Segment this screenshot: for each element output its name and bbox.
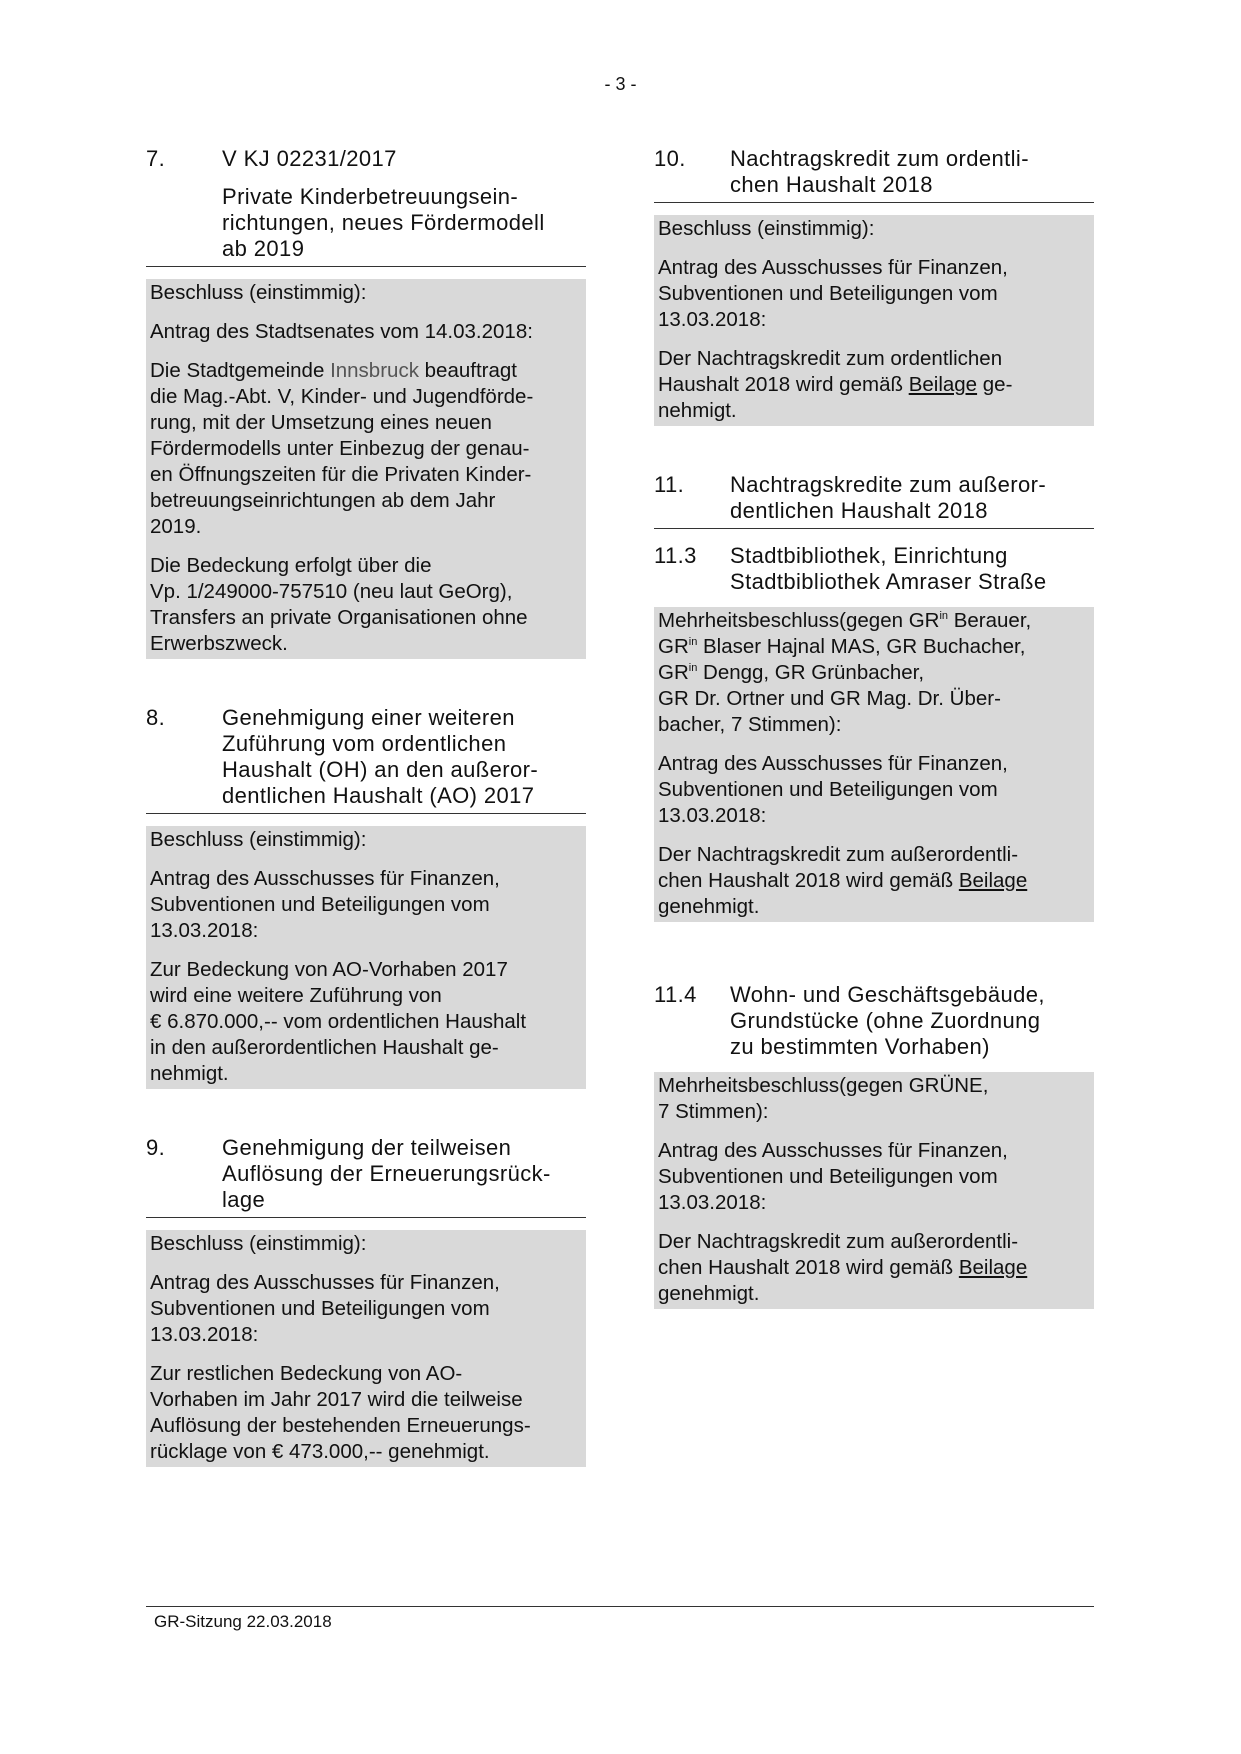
text-line: 7 Stimmen): <box>658 1100 769 1123</box>
subitem-number: 11.3 <box>654 543 697 568</box>
text-span: Mehrheitsbeschluss(gegen GR <box>658 609 940 632</box>
text-line: Die Bedeckung erfolgt über die <box>150 554 432 577</box>
item-heading <box>654 146 1094 198</box>
text-line: genehmigt. <box>658 895 760 918</box>
item-titles <box>730 146 1094 198</box>
text-line: rücklage von € 473.000,-- genehmigt. <box>150 1440 490 1463</box>
text-span: GR <box>658 661 689 684</box>
text-line: Subventionen und Beteiligungen vom <box>150 1297 490 1320</box>
heading-divider <box>654 528 1094 529</box>
text-line: Zur Bedeckung von AO-Vorhaben 2017 <box>150 958 508 981</box>
superscript: in <box>939 610 949 622</box>
right-column <box>654 146 1094 1355</box>
heading-divider <box>146 1217 586 1218</box>
subitem-11-3-heading <box>654 543 1094 595</box>
motion-text: Antrag des Stadtsenates vom 14.03.2018: <box>150 320 533 343</box>
title-line: zu bestimmten Vorhaben) <box>730 1034 990 1059</box>
text-line: Subventionen und Beteiligungen vom <box>150 893 490 916</box>
resolution-label: Beschluss (einstimmig): <box>658 217 875 240</box>
title-line: Grundstücke (ohne Zuordnung <box>730 1008 1041 1033</box>
motion-text <box>658 255 1090 333</box>
text-line: Fördermodells unter Einbezug der genau- <box>150 437 530 460</box>
text-line: € 6.870.000,-- vom ordentlichen Haushalt <box>150 1010 527 1033</box>
item-number: 8. <box>146 705 166 730</box>
text-line: Antrag des Ausschusses für Finanzen, <box>658 256 1008 279</box>
item-heading <box>146 146 586 262</box>
title-line: Nachtragskredite zum außeror- <box>730 472 1047 497</box>
text-span: beauftragt <box>418 359 517 382</box>
text-span: Berauer, <box>948 609 1032 632</box>
text-line: 13.03.2018: <box>658 804 767 827</box>
spacer <box>654 922 1094 968</box>
text-line: 2019. <box>150 515 202 538</box>
text-line: Antrag des Ausschusses für Finanzen, <box>150 1271 500 1294</box>
resolution-label <box>658 1073 1090 1125</box>
title-line: Genehmigung der teilweisen <box>222 1135 512 1160</box>
title-line: Nachtragskredit zum ordentli- <box>730 146 1029 171</box>
text-span: chen Haushalt 2018 wird gemäß <box>658 1256 959 1279</box>
agenda-item-8 <box>146 705 586 1089</box>
text-line: 13.03.2018: <box>658 308 767 331</box>
text-line: betreuungseinrichtungen ab dem Jahr <box>150 489 496 512</box>
text-line: wird eine weitere Zuführung von <box>150 984 442 1007</box>
footer-session-date: GR-Sitzung 22.03.2018 <box>154 1612 332 1631</box>
item-reference: V KJ 02231/2017 <box>222 146 397 171</box>
superscript: in <box>688 636 698 648</box>
resolution-box <box>146 279 586 659</box>
footer-divider <box>146 1606 1094 1607</box>
text-span: ge- <box>977 373 1013 396</box>
text-line: Antrag des Ausschusses für Finanzen, <box>658 752 1008 775</box>
text-line: Subventionen und Beteiligungen vom <box>658 282 998 305</box>
resolution-box <box>146 1230 586 1467</box>
item-heading <box>146 705 586 809</box>
text-line: en Öffnungszeiten für die Privaten Kinder- <box>150 463 532 486</box>
motion-text <box>150 866 582 944</box>
text-line: Transfers an private Organisationen ohne <box>150 606 528 629</box>
text-line: 13.03.2018: <box>658 1191 767 1214</box>
resolution-text <box>150 358 582 540</box>
beilage-link[interactable]: Beilage <box>908 373 978 396</box>
text-span: GR <box>658 635 689 658</box>
item-titles <box>222 1135 586 1213</box>
funding-text <box>150 553 582 657</box>
text-span: Die Stadtgemeinde <box>150 359 331 382</box>
resolution-text <box>658 842 1090 920</box>
page-number: - 3 - <box>604 74 637 94</box>
resolution-text <box>658 346 1090 424</box>
text-line: 13.03.2018: <box>150 919 259 942</box>
resolution-box <box>654 607 1094 922</box>
title-line: Genehmigung einer weiteren <box>222 705 515 730</box>
subitem-number: 11.4 <box>654 982 697 1007</box>
text-span: Dengg, GR Grünbacher, <box>697 661 925 684</box>
text-line: Mehrheitsbeschluss(gegen GRÜNE, <box>658 1074 989 1097</box>
text-line: die Mag.-Abt. V, Kinder- und Jugendförde- <box>150 385 534 408</box>
resolution-label: Beschluss (einstimmig): <box>150 828 367 851</box>
item-number: 7. <box>146 146 166 171</box>
item-subtitle <box>222 184 586 262</box>
text-line: Der Nachtragskredit zum ordentlichen <box>658 347 1003 370</box>
text-line: Antrag des Ausschusses für Finanzen, <box>658 1139 1008 1162</box>
beilage-link[interactable]: Beilage <box>958 1256 1028 1279</box>
title-line: Haushalt (OH) an den außeror- <box>222 757 539 782</box>
item-titles <box>222 705 586 809</box>
resolution-label: Beschluss (einstimmig): <box>150 281 367 304</box>
item-number: 10. <box>654 146 686 171</box>
text-line: bacher, 7 Stimmen): <box>658 713 842 736</box>
text-span: Haushalt 2018 wird gemäß <box>658 373 909 396</box>
heading-divider <box>654 202 1094 203</box>
text-span: Blaser Hajnal MAS, GR Buchacher, <box>697 635 1026 658</box>
subitem-11-4-heading <box>654 982 1094 1060</box>
resolution-box <box>654 1072 1094 1309</box>
text-line: Subventionen und Beteiligungen vom <box>658 778 998 801</box>
resolution-box <box>146 826 586 1089</box>
subitem-titles <box>730 543 1094 595</box>
title-line: dentlichen Haushalt (AO) 2017 <box>222 783 535 808</box>
resolution-text <box>150 957 582 1087</box>
text-line: Der Nachtragskredit zum außerordentli- <box>658 843 1019 866</box>
text-line: nehmigt. <box>658 399 737 422</box>
agenda-item-10 <box>654 146 1094 426</box>
resolution-box <box>654 215 1094 426</box>
text-line: rung, mit der Umsetzung eines neuen <box>150 411 492 434</box>
motion-text <box>658 751 1090 829</box>
item-heading <box>654 472 1094 524</box>
text-line: Zur restlichen Bedeckung von AO- <box>150 1362 463 1385</box>
text-line: Vp. 1/249000-757510 (neu laut GeOrg), <box>150 580 513 603</box>
title-line: Stadtbibliothek, Einrichtung <box>730 543 1008 568</box>
text-line: Erwerbszweck. <box>150 632 288 655</box>
superscript: in <box>688 662 698 674</box>
motion-text <box>150 1270 582 1348</box>
agenda-item-11 <box>654 472 1094 1309</box>
agenda-item-7 <box>146 146 586 659</box>
subtitle-line: richtungen, neues Fördermodell <box>222 210 545 235</box>
subitem-titles <box>730 982 1094 1060</box>
resolution-text <box>658 1229 1090 1307</box>
text-line: GR Dr. Ortner und GR Mag. Dr. Über- <box>658 687 1001 710</box>
title-line: dentlichen Haushalt 2018 <box>730 498 988 523</box>
title-line: chen Haushalt 2018 <box>730 172 933 197</box>
item-titles <box>222 146 586 262</box>
text-line: Auflösung der bestehenden Erneuerungs- <box>150 1414 531 1437</box>
resolution-text <box>150 1361 582 1465</box>
agenda-item-9 <box>146 1135 586 1467</box>
motion-text <box>658 1138 1090 1216</box>
text-line: Antrag des Ausschusses für Finanzen, <box>150 867 500 890</box>
text-line: Vorhaben im Jahr 2017 wird die teilweise <box>150 1388 523 1411</box>
text-line: in den außerordentlichen Haushalt ge- <box>150 1036 499 1059</box>
title-line: Stadtbibliothek Amraser Straße <box>730 569 1047 594</box>
left-column <box>146 146 586 1513</box>
text-line: Subventionen und Beteiligungen vom <box>658 1165 998 1188</box>
text-line: genehmigt. <box>658 1282 760 1305</box>
title-line: lage <box>222 1187 266 1212</box>
heading-divider <box>146 266 586 267</box>
innsbruck-link[interactable]: Innsbruck <box>330 359 419 382</box>
text-line: nehmigt. <box>150 1062 229 1085</box>
subtitle-line: Private Kinderbetreuungsein- <box>222 184 519 209</box>
item-heading <box>146 1135 586 1213</box>
subtitle-line: ab 2019 <box>222 236 305 261</box>
item-number: 11. <box>654 472 685 497</box>
heading-divider <box>146 813 586 814</box>
text-line: Der Nachtragskredit zum außerordentli- <box>658 1230 1019 1253</box>
resolution-label: Beschluss (einstimmig): <box>150 1232 367 1255</box>
item-titles <box>730 472 1094 524</box>
item-number: 9. <box>146 1135 166 1160</box>
resolution-label <box>658 608 1090 738</box>
title-line: Auflösung der Erneuerungsrück- <box>222 1161 551 1186</box>
title-line: Zuführung vom ordentlichen <box>222 731 507 756</box>
text-line: 13.03.2018: <box>150 1323 259 1346</box>
text-span: chen Haushalt 2018 wird gemäß <box>658 869 959 892</box>
beilage-link[interactable]: Beilage <box>958 869 1028 892</box>
title-line: Wohn- und Geschäftsgebäude, <box>730 982 1045 1007</box>
